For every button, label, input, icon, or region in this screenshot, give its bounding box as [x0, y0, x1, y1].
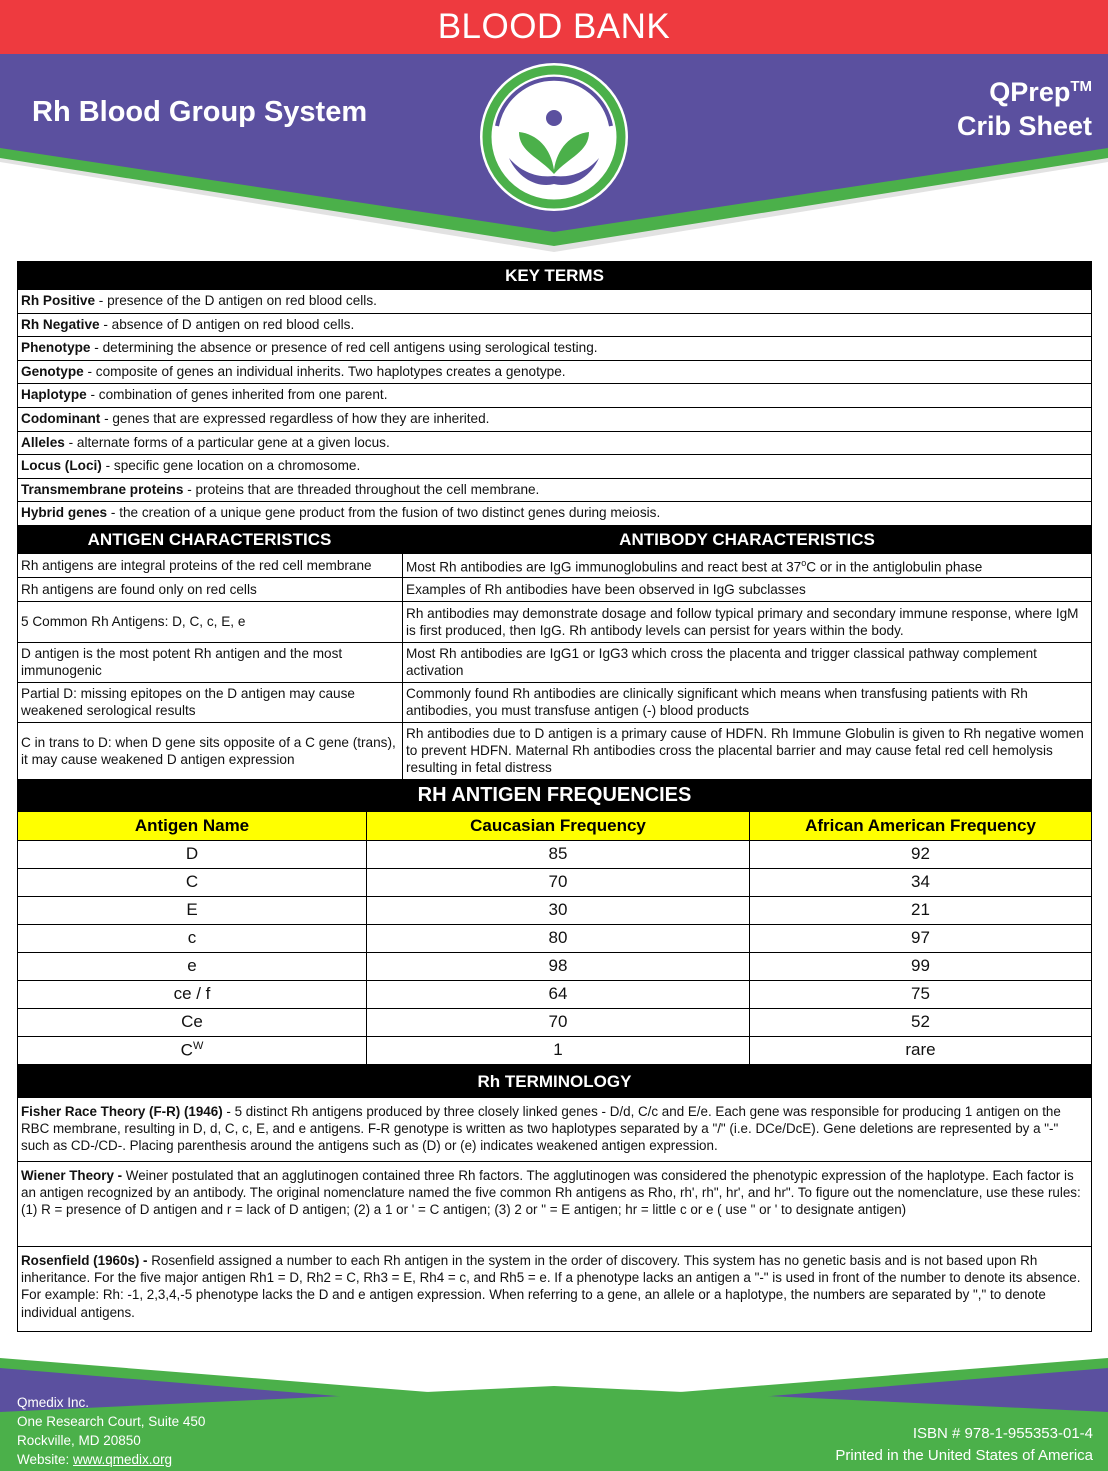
key-term-definition: - specific gene location on a chromosome.: [101, 458, 361, 474]
address-line-2: Rockville, MD 20850: [17, 1433, 141, 1448]
frequencies-heading: RH ANTIGEN FREQUENCIES: [17, 780, 1092, 811]
antibody-cell: Rh antibodies may demonstrate dosage and follow typical primary and secondary immune response, where IgM is first produced, then IgG. Rh antibody levels can persist for years within the body.: [406, 605, 1079, 638]
key-term-row: [17, 502, 1092, 526]
table-row: [18, 896, 1092, 924]
antigen-cell: Rh antigens are integral proteins of the red cell membrane: [18, 554, 403, 577]
antigen-name: C: [18, 868, 367, 896]
antigen-name: $C^W$: [18, 1036, 367, 1064]
terminology-term: Fisher Race Theory (F-R) (1946): [21, 1103, 223, 1119]
key-term: Genotype: [21, 363, 84, 379]
antigen-name: ce / f: [18, 980, 367, 1008]
main-content: [17, 261, 1092, 1332]
caucasian-frequency: 80: [367, 924, 750, 952]
key-term: Rh Negative: [21, 316, 100, 332]
table-row: [18, 1008, 1092, 1036]
key-terms-list: [17, 290, 1092, 526]
caucasian-frequency: 64: [367, 980, 750, 1008]
characteristics-heading: [17, 526, 1092, 554]
terminology-item: [17, 1162, 1092, 1247]
page-title: Rh Blood Group System: [32, 96, 368, 128]
key-term-row: [17, 361, 1092, 385]
african-american-frequency: 75: [750, 980, 1092, 1008]
caucasian-frequency: 70: [367, 868, 750, 896]
african-american-frequency: 52: [750, 1008, 1092, 1036]
table-row: [18, 840, 1092, 868]
key-term: Locus (Loci): [21, 458, 102, 474]
brand-block: [957, 70, 1092, 143]
key-term-row: [17, 455, 1092, 479]
printed-in: Printed in the United States of America: [835, 1447, 1093, 1464]
column-header-african-american: African American Frequency: [750, 811, 1092, 840]
antigen-name: Ce: [18, 1008, 367, 1036]
key-term-row: [17, 290, 1092, 314]
key-term-definition: - genes that are expressed regardless of how they are inherited.: [100, 410, 490, 426]
antibody-cell: Most Rh antibodies are IgG immunoglobulins and react best at 37$^o$C or in the antiglobulin phase: [406, 558, 983, 575]
antibody-cell: Rh antibodies due to D antigen is a primary cause of HDFN. Rh Immune Globulin is given to Rh negative women to prevent HDFN. Maternal Rh antibodies cross the placental barrier and may cause fetal red cell hemolysis resulting in fetal distress: [406, 726, 1084, 776]
key-term: Phenotype: [21, 340, 91, 356]
column-header-antigen: Antigen Name: [18, 811, 367, 840]
antigen-cell: Partial D: missing epitopes on the D antigen may cause weakened serological results: [18, 683, 403, 722]
caucasian-frequency: 70: [367, 1008, 750, 1036]
terminology-item: [17, 1247, 1092, 1332]
key-term: Rh Positive: [21, 293, 96, 308]
key-term-definition: - composite of genes an individual inherits. Two haplotypes creates a genotype.: [83, 363, 566, 379]
antibody-characteristics-heading: ANTIBODY CHARACTERISTICS: [619, 529, 875, 549]
caucasian-frequency: 98: [367, 952, 750, 980]
key-term-row: [17, 408, 1092, 432]
column-header-caucasian: Caucasian Frequency: [367, 811, 750, 840]
brand-subtitle: Crib Sheet: [956, 111, 1092, 141]
antigen-characteristics-heading: ANTIGEN CHARACTERISTICS: [87, 529, 332, 549]
qmedix-logo-icon: [479, 62, 629, 212]
key-term-definition: - proteins that are threaded throughout the cell membrane.: [183, 481, 540, 497]
top-banner: BLOOD BANK: [0, 0, 1108, 54]
african-american-frequency: 97: [750, 924, 1092, 952]
african-american-frequency: 92: [750, 840, 1092, 868]
antigen-cell: D antigen is the most potent Rh antigen and the most immunogenic: [18, 643, 403, 682]
company-name: Qmedix Inc.: [17, 1395, 90, 1410]
terminology-term: Wiener Theory -: [21, 1167, 123, 1183]
caucasian-frequency: 30: [367, 896, 750, 924]
key-term: Hybrid genes: [21, 505, 108, 521]
key-term-definition: - combination of genes inherited from one parent.: [86, 387, 388, 403]
african-american-frequency: rare: [750, 1036, 1092, 1064]
terminology-heading: Rh TERMINOLOGY: [17, 1065, 1092, 1098]
caucasian-frequency: 1: [367, 1036, 750, 1064]
terminology-text: Weiner postulated that an agglutinogen contained three Rh factors. The agglutinogen was considered the phenotypic expression of the haplotype. Each factor is an antigen recognized by an antibody. The original nomenclature named the five common Rh antigens as Rho, rh', rh", hr', and hr". To figure out the nomenclature, use these rules: (1) R = presence of D antigen and r = lack of D antigen; (2) a 1 or ' = C antigen; (3) 2 or " = E antigen; hr = little c or e ( use " or ' to designate antigen): [21, 1167, 1081, 1218]
characteristics-row: [17, 554, 1092, 578]
key-terms-heading: KEY TERMS: [17, 261, 1092, 290]
publication-info: [835, 1423, 1093, 1467]
characteristics-row: [17, 643, 1092, 683]
key-term-row: [17, 432, 1092, 456]
isbn: ISBN # 978-1-955353-01-4: [912, 1425, 1093, 1442]
antigen-cell: 5 Common Rh Antigens: D, C, c, E, e: [18, 602, 403, 642]
key-term: Transmembrane proteins: [21, 481, 184, 497]
terminology-text: Rosenfield assigned a number to each Rh antigen in the system in the order of discovery. This system has no genetic basis and is not based upon Rh inheritance. For the five major antigen Rh1 = D, Rh2 = C, Rh3 = E, Rh4 = c, and Rh5 = e. If a phenotype lacks an antigen a "-" is used in front of the number to denote its absence. For example: Rh: -1, 2,3,4,-5 phenotype lacks the D and e antigen expression. When referring to a gene, an allele or a haplotype, the numbers are separated by "," to denote individual antigens.: [21, 1252, 1081, 1320]
key-term-row: [17, 479, 1092, 503]
antibody-cell: Most Rh antibodies are IgG1 or IgG3 which cross the placenta and trigger classical pathway complement activation: [406, 646, 1037, 679]
antigen-superscript: W: [192, 1040, 204, 1053]
key-term-row: [17, 337, 1092, 361]
key-term: Alleles: [21, 434, 65, 450]
terminology-term: Rosenfield (1960s) -: [21, 1252, 148, 1268]
key-term: Haplotype: [21, 387, 87, 403]
frequencies-header-row: [18, 811, 1092, 840]
characteristics-row: [17, 578, 1092, 602]
table-row: [18, 1036, 1092, 1064]
brand-name: QPrep: [989, 77, 1071, 107]
frequencies-table: [17, 811, 1092, 1065]
antigen-name: E: [18, 896, 367, 924]
key-term-definition: - the creation of a unique gene product from the fusion of two distinct genes during meiosis.: [107, 505, 661, 521]
company-address: [17, 1393, 205, 1469]
table-row: [18, 952, 1092, 980]
table-row: [18, 924, 1092, 952]
african-american-frequency: 34: [750, 868, 1092, 896]
antigen-name: c: [18, 924, 367, 952]
degree-symbol: o: [801, 558, 807, 569]
antibody-cell: Examples of Rh antibodies have been observed in IgG subclasses: [406, 581, 806, 597]
terminology-item: [17, 1098, 1092, 1162]
characteristics-table: [17, 554, 1092, 780]
key-term-definition: - absence of D antigen on red blood cells.: [99, 316, 355, 332]
caucasian-frequency: 85: [367, 840, 750, 868]
trademark: TM: [1070, 78, 1092, 95]
antibody-cell: Commonly found Rh antibodies are clinically significant which means when transfusing patients with Rh antibodies, you must transfuse antigen (-) blood products: [406, 686, 1028, 719]
key-term-definition: - determining the absence or presence of red cell antigens using serological testing.: [90, 340, 598, 356]
key-term-definition: - presence of the D antigen on red blood cells.: [95, 293, 377, 308]
antigen-name: e: [18, 952, 367, 980]
key-term-row: [17, 384, 1092, 408]
african-american-frequency: 21: [750, 896, 1092, 924]
table-row: [18, 980, 1092, 1008]
antigen-cell: Rh antigens are found only on red cells: [18, 578, 403, 601]
african-american-frequency: 99: [750, 952, 1092, 980]
key-term: Codominant: [21, 410, 101, 426]
website-link[interactable]: www.qmedix.org: [73, 1452, 173, 1467]
table-row: [18, 868, 1092, 896]
characteristics-row: [17, 683, 1092, 723]
terminology-text: - 5 distinct Rh antigens produced by three closely linked genes - D/d, C/c and E/e. Each gene was responsible for producing 1 antigen on the RBC membrane, resulting in D, d, C, c, E, and e antigens. F-R genotype is written as two haplotypes separated by a "/" (i.e. DCe/DcE). Gene deletions are represented by a "-" such as CD-/CD-. Placing parenthesis around the antigens such as (D) or (e) indicates weakened antigen expression.: [21, 1103, 1061, 1154]
key-term-row: [17, 314, 1092, 338]
key-term-definition: - alternate forms of a particular gene at a given locus.: [64, 434, 390, 450]
antigen-name: D: [18, 840, 367, 868]
antigen-cell: C in trans to D: when D gene sits opposite of a C gene (trans), it may cause weakened D antigen expression: [18, 723, 403, 779]
characteristics-row: [17, 723, 1092, 780]
website: Website: www.qmedix.org: [17, 1452, 173, 1467]
characteristics-row: [17, 602, 1092, 643]
address-line-1: One Research Court, Suite 450: [17, 1414, 206, 1429]
